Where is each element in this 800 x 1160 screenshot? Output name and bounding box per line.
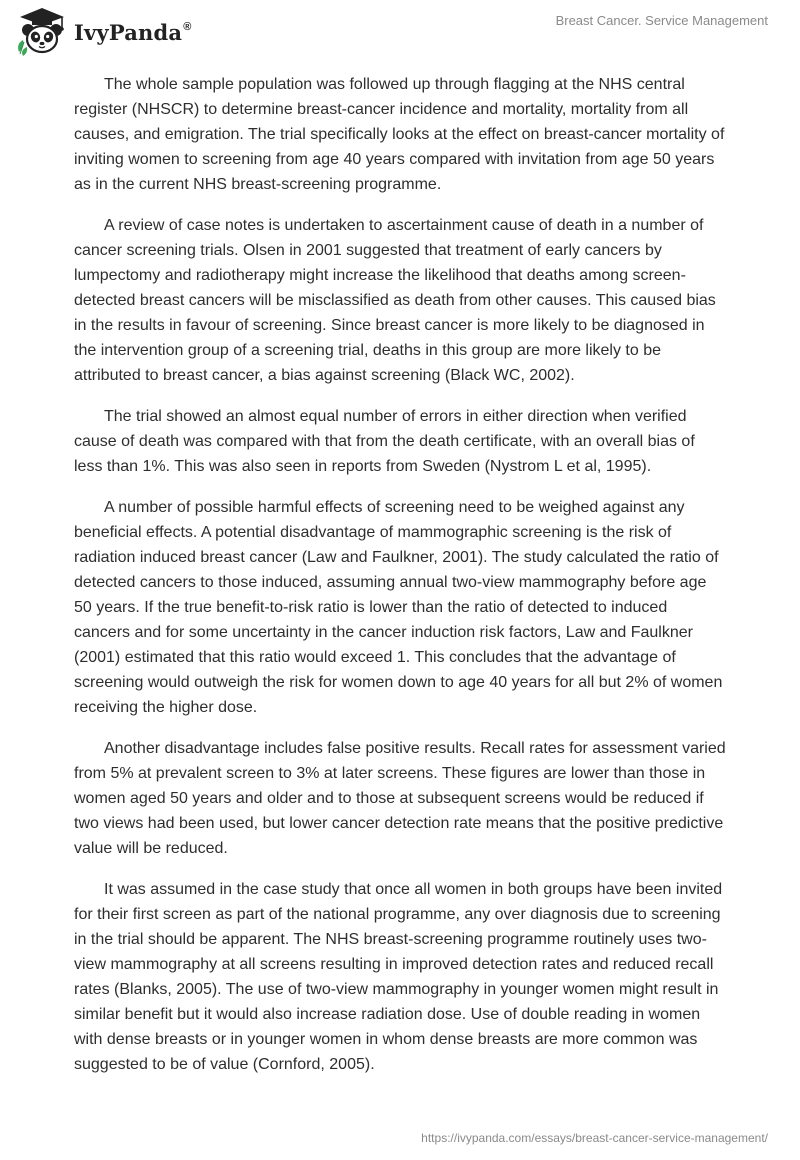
paragraph: The trial showed an almost equal number of errors in either direction when verified cause of death was compared with that from the death certificate, with an overall bias of less than 1%. This was also seen in reports from Sweden (Nystrom L et al, 1995). — [74, 408, 695, 475]
document-title: Breast Cancer. Service Management — [555, 13, 768, 28]
brand-name: IvyPanda® — [74, 19, 192, 45]
paragraph: A number of possible harmful effects of screening need to be weighed against any beneficial effects. A potential disadvantage of mammographic screening is the risk of radiation induced breast cancer (Law and Faulkner, 2001). The study calculated the ratio of detected cancers to those induced, assuming annual two-view mammography before age 50 years. If the true benefit-to-risk ratio is lower than the ratio of detected to induced cancers and for some uncertainty in the cancer induction risk factors, Law and Faulkner (2001) estimated that this ratio would exceed 1. This concludes that the advantage of screening would outweigh the risk for women down to age 40 years for all but 2% of women receiving the higher dose. — [74, 499, 723, 716]
essay-body — [74, 72, 726, 1093]
source-url[interactable]: https://ivypanda.com/essays/breast-cancer-service-management/ — [421, 1131, 768, 1145]
paragraph: A review of case notes is undertaken to ascertainment cause of death in a number of cancer screening trials. Olsen in 2001 suggested that treatment of early cancers by lumpectomy and radiotherapy might increase the likelihood that deaths among screen-detected breast cancers will be misclassified as death from other causes. This caused bias in the results in favour of screening. Since breast cancer is more likely to be diagnosed in the intervention group of a screening trial, deaths in this group are more likely to be attributed to breast cancer, a bias against screening (Black WC, 2002). — [74, 217, 716, 384]
registered-mark: ® — [183, 20, 192, 33]
panda-graduate-icon — [14, 6, 70, 58]
page-header — [0, 0, 800, 62]
paragraph: It was assumed in the case study that once all women in both groups have been invited for their first screen as part of the national programme, any over diagnosis due to screening in the trial should be apparent. The NHS breast-screening programme routinely uses two-view mammography at all screens resulting in improved detection rates and reduced recall rates (Blanks, 2005). The use of two-view mammography in younger women might result in similar benefit but it would also increase radiation dose. Use of double reading in women with dense breasts or in younger women in whom dense breasts are more common was suggested to be of value (Cornford, 2005). — [74, 881, 723, 1073]
ivypanda-logo[interactable] — [14, 6, 192, 58]
paragraph: Another disadvantage includes false positive results. Recall rates for assessment varied from 5% at prevalent screen to 3% at later screens. These figures are lower than those in women aged 50 years and older and to those at subsequent screens would be reduced if two views had been used, but lower cancer detection rate means that the positive predictive value will be reduced. — [74, 740, 726, 857]
paragraph: The whole sample population was followed up through flagging at the NHS central register (NHSCR) to determine breast-cancer incidence and mortality, mortality from all causes, and emigration. The trial specifically looks at the effect on breast-cancer mortality of inviting women to screening from age 40 years compared with invitation from age 50 years as in the current NHS breast-screening programme. — [74, 76, 725, 193]
